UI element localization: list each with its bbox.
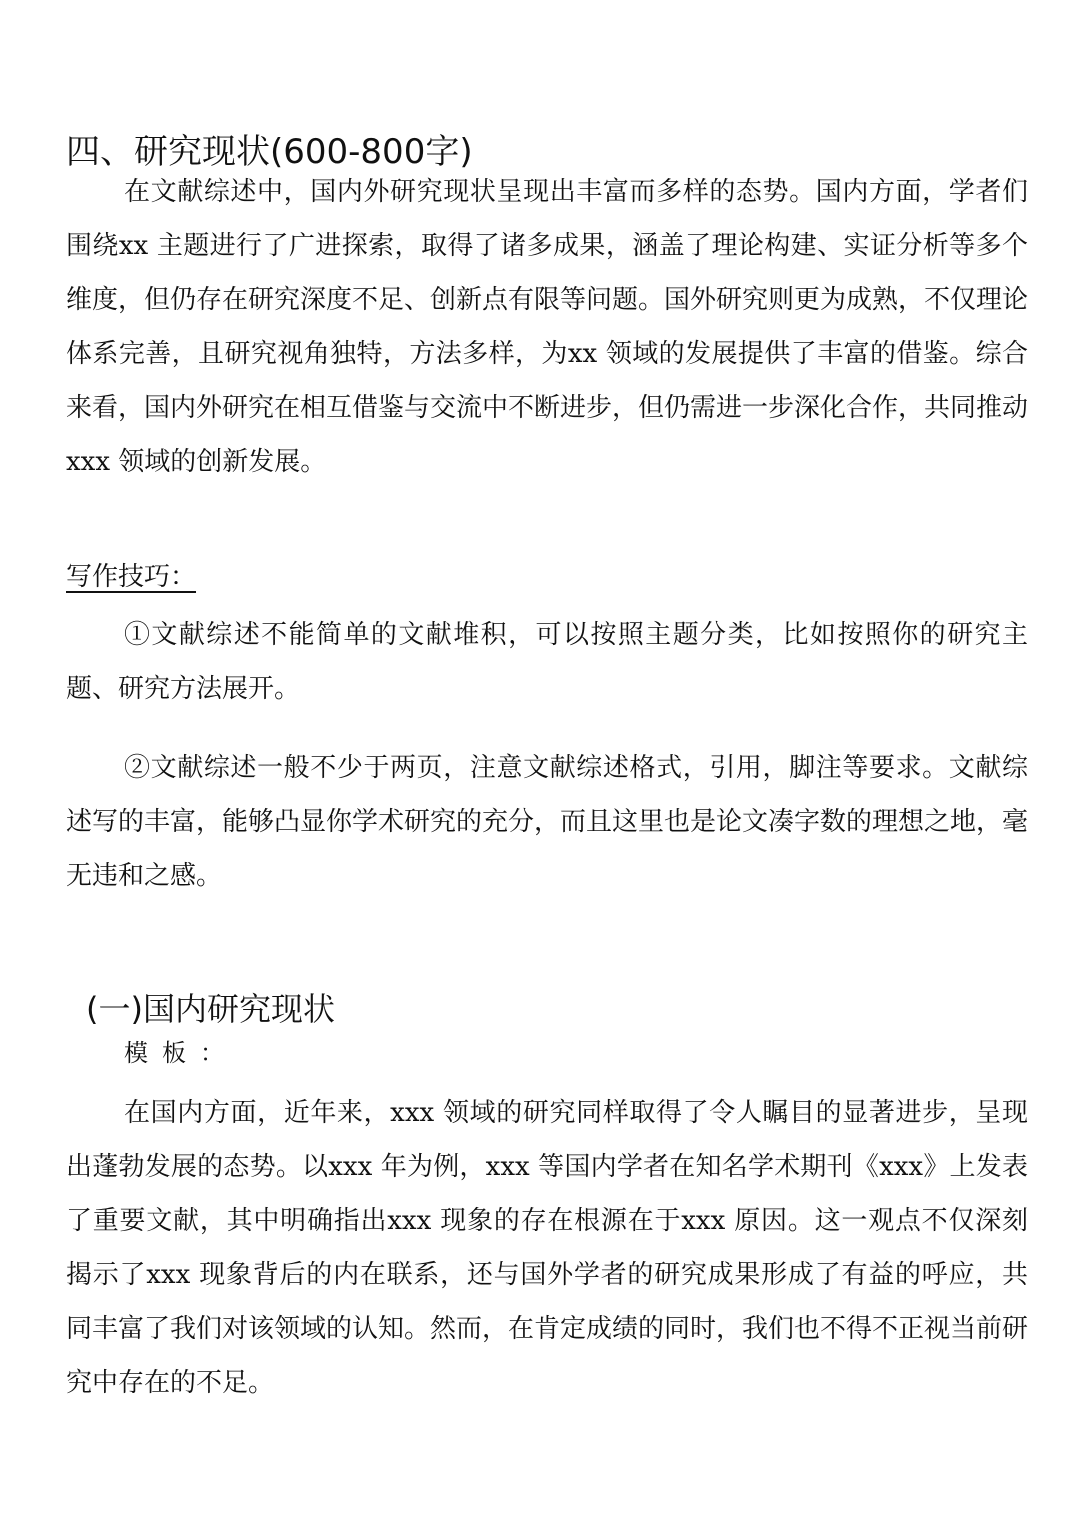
tip-item-2: ②文献综述一般不少于两页，注意文献综述格式，引用，脚注等要求。文献综述写的丰富，能够凸显你学术研究的充分，而且这里也是论文凑字数的理想之地，毫无违和之感。	[66, 753, 1029, 891]
intro-paragraph: 在文献综述中，国内外研究现状呈现出丰富而多样的态势。国内方面，学者们围绕xx 主题进行了广进探索，取得了诸多成果，涵盖了理论构建、实证分析等多个维度，但仍存在研究深度不足、创新点有限等问题。国外研究则更为成熟，不仅理论体系完善，且研究视角独特，方法多样，为xx 领域的发展提供了丰富的借鉴。综合来看，国内外研究在相互借鉴与交流中不断进步，但仍需进一步深化合作，共同推动xxx 领域的创新发展。	[66, 177, 1029, 477]
subsection-title: (一)国内研究现状	[86, 990, 335, 1028]
domestic-paragraph: 在国内方面，近年来，xxx 领域的研究同样取得了令人瞩目的显著进步，呈现出蓬勃发展的态势。以xxx 年为例，xxx 等国内学者在知名学术期刊《xxx》上发表了重要文献，其中明确指出xxx 现象的存在根源在于xxx 原因。这一观点不仅深刻揭示了xxx 现象背后的内在联系，还与国外学者的研究成果形成了有益的呼应，共同丰富了我们对该领域的认知。然而，在肯定成绩的同时，我们也不得不正视当前研究中存在的不足。	[66, 1098, 1029, 1398]
template-label: 模板：	[124, 1039, 238, 1067]
section-title: 四、研究现状(600-800字)	[66, 132, 473, 172]
writing-tips-label: 写作技巧：	[66, 562, 197, 592]
tip-item-1: ①文献综述不能简单的文献堆积，可以按照主题分类，比如按照你的研究主题、研究方法展开。	[66, 620, 1028, 704]
